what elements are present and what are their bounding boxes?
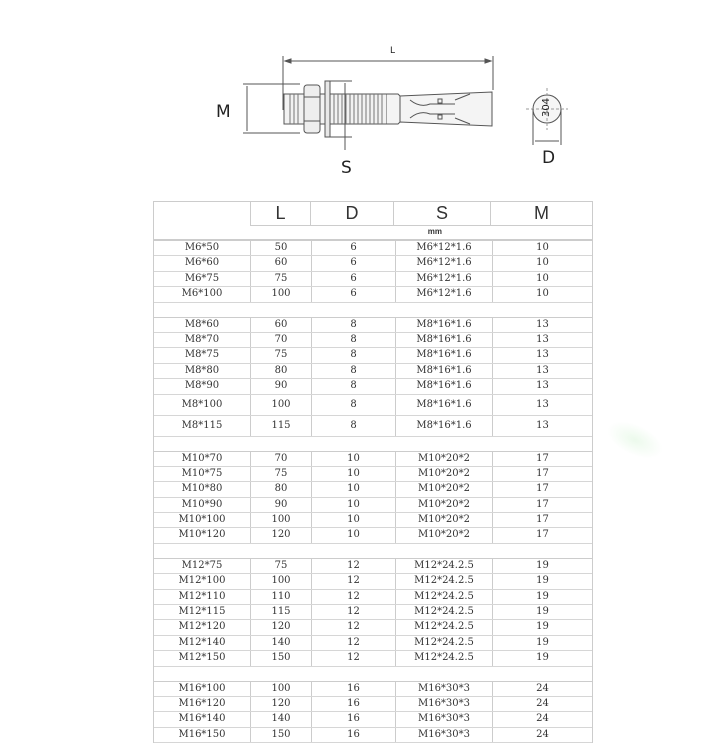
washer-cell: M8*16*1.6	[396, 348, 493, 362]
washer-size-label: S	[341, 158, 352, 178]
model-cell: M12*115	[154, 605, 251, 619]
washer-cell: M16*30*3	[396, 697, 493, 711]
washer-cell: M8*16*1.6	[396, 318, 493, 332]
model-cell: M8*115	[154, 416, 251, 436]
washer-cell: M6*12*1.6	[396, 241, 493, 255]
diameter-cell: 8	[312, 318, 396, 332]
table-row	[154, 395, 592, 416]
table-row	[154, 416, 592, 437]
spec-table	[153, 201, 593, 743]
nut-cell: 17	[536, 529, 549, 541]
sleeve-diameter-label: D	[542, 148, 556, 168]
length-cell: 100	[251, 513, 312, 527]
table-row	[154, 574, 592, 589]
length-cell: 90	[251, 379, 312, 393]
thread-diameter-label: M	[216, 102, 231, 122]
diameter-cell: 16	[312, 682, 396, 696]
diameter-cell: 10	[312, 452, 396, 466]
length-cell: 100	[251, 287, 312, 301]
table-row	[154, 498, 592, 513]
nut-cell: 24	[536, 713, 549, 725]
nut-cell: 17	[536, 452, 549, 464]
diameter-cell: 12	[312, 620, 396, 634]
table-row	[154, 636, 592, 651]
diameter-cell: 8	[312, 416, 396, 436]
nut-cell: 13	[536, 419, 549, 431]
length-cell: 75	[251, 348, 312, 362]
length-cell: 60	[251, 256, 312, 270]
model-cell: M12*100	[154, 574, 251, 588]
model-cell: M6*100	[154, 287, 251, 301]
washer-cell: M10*20*2	[396, 528, 493, 542]
length-cell: 70	[251, 333, 312, 347]
length-cell: 100	[251, 682, 312, 696]
washer-cell: M10*20*2	[396, 482, 493, 496]
washer-cell: M8*16*1.6	[396, 416, 493, 436]
diameter-cell: 16	[312, 712, 396, 726]
nut-cell: 13	[536, 318, 549, 330]
model-cell: M12*110	[154, 590, 251, 604]
nut-cell: 24	[536, 728, 549, 740]
table-row	[154, 712, 592, 727]
nut-cell: 10	[536, 272, 549, 284]
nut-cell: 17	[536, 483, 549, 495]
nut-cell: 24	[536, 697, 549, 709]
length-cell: 100	[251, 395, 312, 415]
diameter-cell: 10	[312, 467, 396, 481]
washer-cell: M12*24.2.5	[396, 620, 493, 634]
washer-cell: M12*24.2.5	[396, 574, 493, 588]
model-cell: M12*120	[154, 620, 251, 634]
anchor-bolt-drawing	[0, 0, 720, 195]
washer-cell: M12*24.2.5	[396, 651, 493, 665]
model-cell: M8*60	[154, 318, 251, 332]
diameter-cell: 8	[312, 364, 396, 378]
washer-cell: M16*30*3	[396, 728, 493, 742]
washer-cell: M8*16*1.6	[396, 333, 493, 347]
length-cell: 75	[251, 467, 312, 481]
nut-cell: 24	[536, 682, 549, 694]
model-cell: M16*120	[154, 697, 251, 711]
model-cell: M6*60	[154, 256, 251, 270]
diameter-cell: 16	[312, 728, 396, 742]
diameter-cell: 12	[312, 651, 396, 665]
table-row	[154, 513, 592, 528]
diameter-cell: 12	[312, 559, 396, 573]
model-cell: M10*90	[154, 498, 251, 512]
table-row	[154, 590, 592, 605]
table-row	[154, 697, 592, 712]
model-cell: M8*75	[154, 348, 251, 362]
nut-cell: 13	[536, 364, 549, 376]
header-L: L	[250, 202, 310, 226]
nut-cell: 17	[536, 467, 549, 479]
diameter-cell: 8	[312, 379, 396, 393]
model-cell: M16*150	[154, 728, 251, 742]
group-spacer	[153, 544, 593, 558]
washer-cell: M6*12*1.6	[396, 272, 493, 286]
washer-cell: M16*30*3	[396, 682, 493, 696]
length-cell: 120	[251, 697, 312, 711]
washer-cell: M10*20*2	[396, 467, 493, 481]
diameter-cell: 12	[312, 574, 396, 588]
diameter-cell: 10	[312, 528, 396, 542]
table-row	[154, 287, 592, 302]
nut-cell: 19	[536, 559, 549, 571]
nut-cell: 19	[536, 575, 549, 587]
length-cell: 70	[251, 452, 312, 466]
group-spacer	[153, 437, 593, 451]
table-row	[154, 467, 592, 482]
model-cell: M16*100	[154, 682, 251, 696]
table-row	[154, 333, 592, 348]
diameter-cell: 10	[312, 498, 396, 512]
model-cell: M6*75	[154, 272, 251, 286]
table-body	[153, 240, 593, 743]
table-row	[154, 681, 592, 697]
model-cell: M10*100	[154, 513, 251, 527]
diameter-cell: 10	[312, 482, 396, 496]
table-row	[154, 451, 592, 467]
group-spacer	[153, 303, 593, 317]
diameter-cell: 12	[312, 590, 396, 604]
length-cell: 115	[251, 605, 312, 619]
table-row	[154, 482, 592, 497]
diameter-cell: 8	[312, 348, 396, 362]
length-cell: 140	[251, 636, 312, 650]
washer-cell: M6*12*1.6	[396, 287, 493, 301]
length-cell: 90	[251, 498, 312, 512]
model-cell: M10*80	[154, 482, 251, 496]
washer-cell: M8*16*1.6	[396, 364, 493, 378]
length-cell: 75	[251, 559, 312, 573]
length-cell: 150	[251, 651, 312, 665]
table-row	[154, 651, 592, 666]
table-row	[154, 240, 592, 256]
nut-cell: 13	[536, 380, 549, 392]
nut-cell: 13	[536, 333, 549, 345]
model-cell: M10*75	[154, 467, 251, 481]
size-group	[153, 451, 593, 544]
washer-cell: M16*30*3	[396, 712, 493, 726]
nut-cell: 13	[536, 398, 549, 410]
model-cell: M10*120	[154, 528, 251, 542]
table-row	[154, 348, 592, 363]
length-cell: 80	[251, 482, 312, 496]
nut-cell: 10	[536, 257, 549, 269]
table-row	[154, 620, 592, 635]
unit-label: mm	[427, 227, 442, 236]
table-row	[154, 728, 592, 743]
nut-cell: 19	[536, 621, 549, 633]
diameter-cell: 6	[312, 287, 396, 301]
washer-cell: M8*16*1.6	[396, 379, 493, 393]
diameter-cell: 6	[312, 272, 396, 286]
washer-cell: M12*24.2.5	[396, 636, 493, 650]
diameter-cell: 12	[312, 605, 396, 619]
model-cell: M8*90	[154, 379, 251, 393]
nut-cell: 19	[536, 636, 549, 648]
table-row	[154, 364, 592, 379]
table-row	[154, 558, 592, 574]
model-cell: M8*80	[154, 364, 251, 378]
washer-cell: M10*20*2	[396, 513, 493, 527]
size-group	[153, 681, 593, 743]
background-smudge	[601, 414, 668, 467]
nut-cell: 19	[536, 606, 549, 618]
length-cell: 120	[251, 620, 312, 634]
diameter-cell: 8	[312, 333, 396, 347]
model-cell: M12*150	[154, 651, 251, 665]
table-row	[154, 379, 592, 394]
length-cell: 115	[251, 416, 312, 436]
length-cell: 75	[251, 272, 312, 286]
table-row	[154, 317, 592, 333]
washer-cell: M12*24.2.5	[396, 559, 493, 573]
diameter-cell: 12	[312, 636, 396, 650]
header-S: S	[393, 202, 490, 226]
model-cell: M8*100	[154, 395, 251, 415]
header-D: D	[310, 202, 393, 226]
anchor-bolt-diagram-icon	[0, 0, 720, 195]
nut-cell: 13	[536, 349, 549, 361]
table-row	[154, 256, 592, 271]
length-cell: 80	[251, 364, 312, 378]
size-group	[153, 558, 593, 667]
length-cell: 50	[251, 241, 312, 255]
washer-cell: M12*24.2.5	[396, 590, 493, 604]
nut-cell: 19	[536, 652, 549, 664]
model-cell: M12*75	[154, 559, 251, 573]
washer-cell: M12*24.2.5	[396, 605, 493, 619]
length-cell: 110	[251, 590, 312, 604]
nut-cell: 19	[536, 590, 549, 602]
material-mark: 304	[541, 97, 553, 118]
diameter-cell: 10	[312, 513, 396, 527]
nut-cell: 17	[536, 498, 549, 510]
length-cell: 100	[251, 574, 312, 588]
model-cell: M12*140	[154, 636, 251, 650]
diameter-cell: 8	[312, 395, 396, 415]
washer-cell: M10*20*2	[396, 498, 493, 512]
model-cell: M6*50	[154, 241, 251, 255]
washer-cell: M6*12*1.6	[396, 256, 493, 270]
size-group	[153, 317, 593, 437]
table-row	[154, 605, 592, 620]
table-header	[153, 201, 593, 240]
length-label: L	[390, 46, 396, 56]
model-cell: M8*70	[154, 333, 251, 347]
diameter-cell: 6	[312, 256, 396, 270]
washer-cell: M8*16*1.6	[396, 395, 493, 415]
size-group	[153, 240, 593, 303]
table-row	[154, 528, 592, 543]
nut-cell: 10	[536, 242, 549, 253]
table-row	[154, 272, 592, 287]
washer-cell: M10*20*2	[396, 452, 493, 466]
length-cell: 140	[251, 712, 312, 726]
group-spacer	[153, 667, 593, 681]
length-cell: 150	[251, 728, 312, 742]
length-cell: 60	[251, 318, 312, 332]
header-M: M	[490, 202, 592, 226]
model-cell: M16*140	[154, 712, 251, 726]
diameter-cell: 16	[312, 697, 396, 711]
nut-cell: 17	[536, 514, 549, 526]
nut-cell: 10	[536, 288, 549, 300]
diameter-cell: 6	[312, 241, 396, 255]
model-cell: M10*70	[154, 452, 251, 466]
length-cell: 120	[251, 528, 312, 542]
